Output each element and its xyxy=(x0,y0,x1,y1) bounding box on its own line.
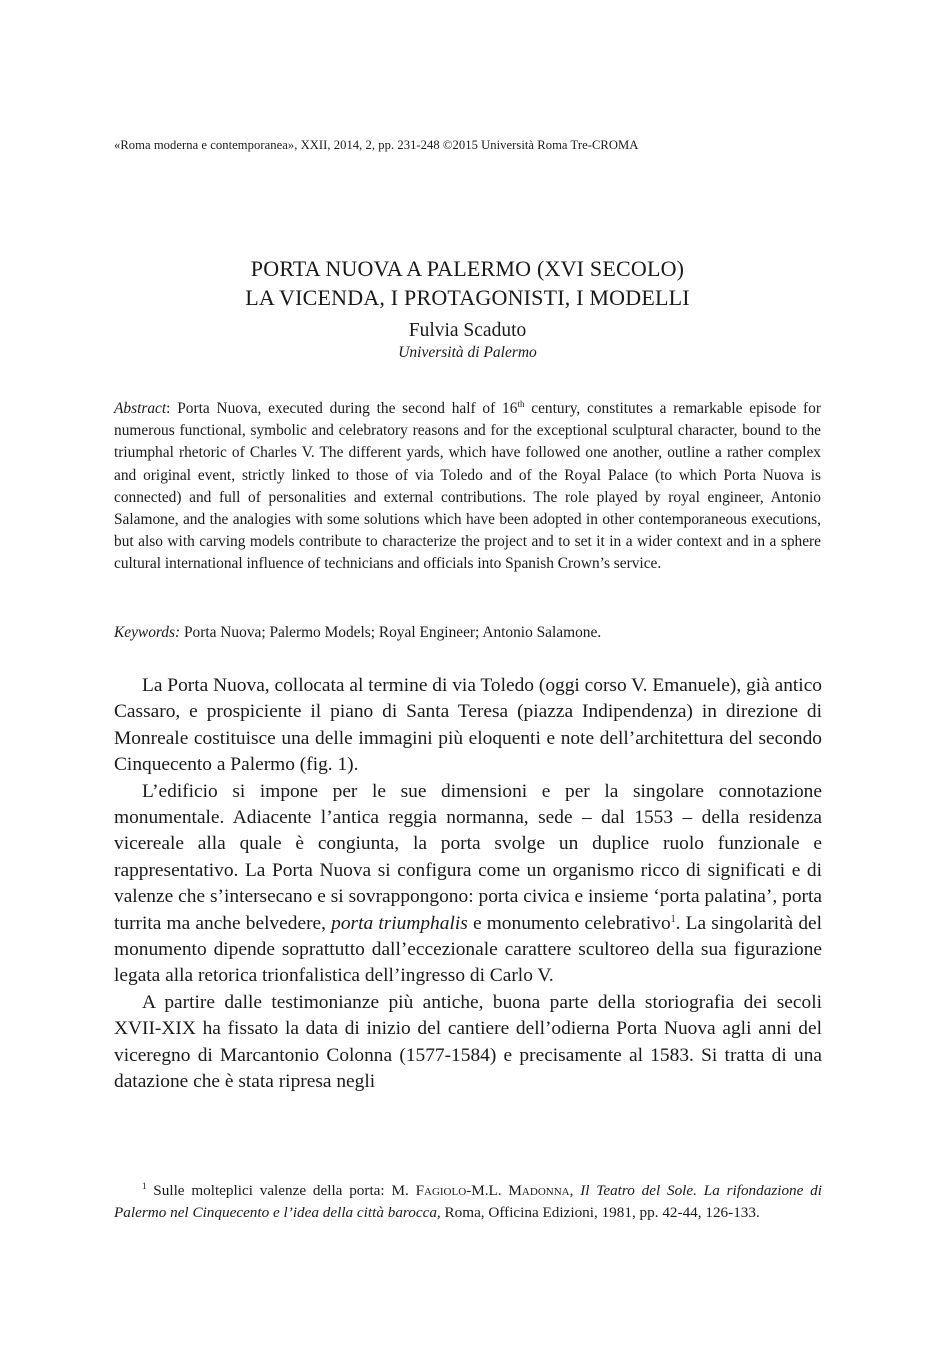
author-name: Fulvia Scaduto xyxy=(408,320,527,341)
footnote-book-title: Il Teatro del Sole. La rifondazione di Palermo nel Cinquecento e l’idea della città barocca, xyxy=(114,1182,822,1221)
keywords xyxy=(114,622,821,644)
abstract-text-b: century, constitutes a remarkable episode for numerous functional, symbolic and celebratory reasons and for the exceptional sculptural character, bound to the triumphal rhetoric of Charles V. The different yards, which have followed one another, outline a rather complex and original event, strictly linked to those of via Toledo and of the Royal Palace (to which Porta Nuova is connected) and full of personalities and external contributions. The role played by royal engineer, Antonio Salamone, and the analogies with some solutions which have been adopted in other contemporaneous executions, but also with carving models contribute to characterize the project and to set it in a wider context and in a sphere cultural international influence of technicians and officials into Spanish Crown’s service. xyxy=(114,400,822,573)
footnote-ref-1[interactable]: 1 xyxy=(670,913,676,925)
paragraph-3: A partire dalle testimonianze più antiche, buona parte della storiografia dei secoli XVII-XIX ha fissato la data di inizio del cantiere dell’odierna Porta Nuova agli anni del viceregno di Marcantonio Colonna (1577-1584) e precisamente al 1583. Si tratta di una datazione che è stata ripresa negli xyxy=(114,991,822,1093)
abstract-text-a: : Porta Nuova, executed during the second half of 16 xyxy=(166,400,518,417)
paragraph-2 xyxy=(114,779,822,990)
abstract-label: Abstract xyxy=(114,400,167,417)
footnote-number: 1 xyxy=(142,1181,147,1191)
paragraph-2-text-a: L’edificio si impone per le sue dimensioni e per la singolare connotazione monumentale. Adiacente l’antica reggia normanna, sede – dal 1553 – della residenza vicereale alla quale è congiunta, la porta svolge un duplice ruolo funzionale e rappresentativo. La Porta Nuova si configura come un organismo ricco di significati e di valenze che s’intersecano e si sovrappongono: porta civica e insieme ‘porta palatina’, porta turrita ma anche belvedere, xyxy=(114,780,822,934)
footnote-text-b: -M.L. xyxy=(466,1182,509,1199)
paragraph-1: La Porta Nuova, collocata al termine di via Toledo (oggi corso V. Emanuele), già antico Cassaro, e prospiciente il piano di Santa Teresa (piazza Indipendenza) in direzione di Monreale costituisce una delle immagini più eloquenti e note dell’architettura del secondo Cinquecento a Palermo (fig. 1). xyxy=(114,675,822,776)
footnote-author-2: Madonna xyxy=(508,1182,570,1199)
article-title-line-2: LA VICENDA, I PROTAGONISTI, I MODELLI xyxy=(245,285,690,310)
footnote-author-1: Fagiolo xyxy=(415,1182,467,1199)
author-affiliation: Università di Palermo xyxy=(398,344,537,361)
abstract-superscript: th xyxy=(517,399,525,409)
footnote-text-a: Sulle molteplici valenze della porta: M. xyxy=(146,1182,416,1199)
paragraph-2-italic: porta triumphalis xyxy=(331,912,468,934)
article-title-line-1: PORTA NUOVA A PALERMO (XVI SECOLO) xyxy=(250,256,685,281)
keywords-label: Keywords: xyxy=(114,624,181,641)
paragraph-2-text-b: e monumento celebrativo xyxy=(467,912,671,934)
title-block xyxy=(114,254,821,363)
footnote-text-c: , xyxy=(569,1182,581,1199)
abstract xyxy=(114,398,821,576)
footnote-text-d: Roma, Officina Edizioni, 1981, pp. 42-44, 126-133. xyxy=(440,1204,760,1221)
footnote-1 xyxy=(114,1180,822,1224)
body-text xyxy=(114,673,822,1096)
running-head: «Roma moderna e contemporanea», XXII, 2014, 2, pp. 231-248 ©2015 Università Roma Tre-CROMA xyxy=(114,138,639,152)
paragraph-2-text-c: . La singolarità del monumento dipende soprattutto dall’eccezionale carattere scultoreo della sua figurazione legata alla retorica trionfalistica dell’ingresso di Carlo V. xyxy=(114,912,823,987)
keywords-text: Porta Nuova; Palermo Models; Royal Engineer; Antonio Salamone. xyxy=(180,624,602,641)
